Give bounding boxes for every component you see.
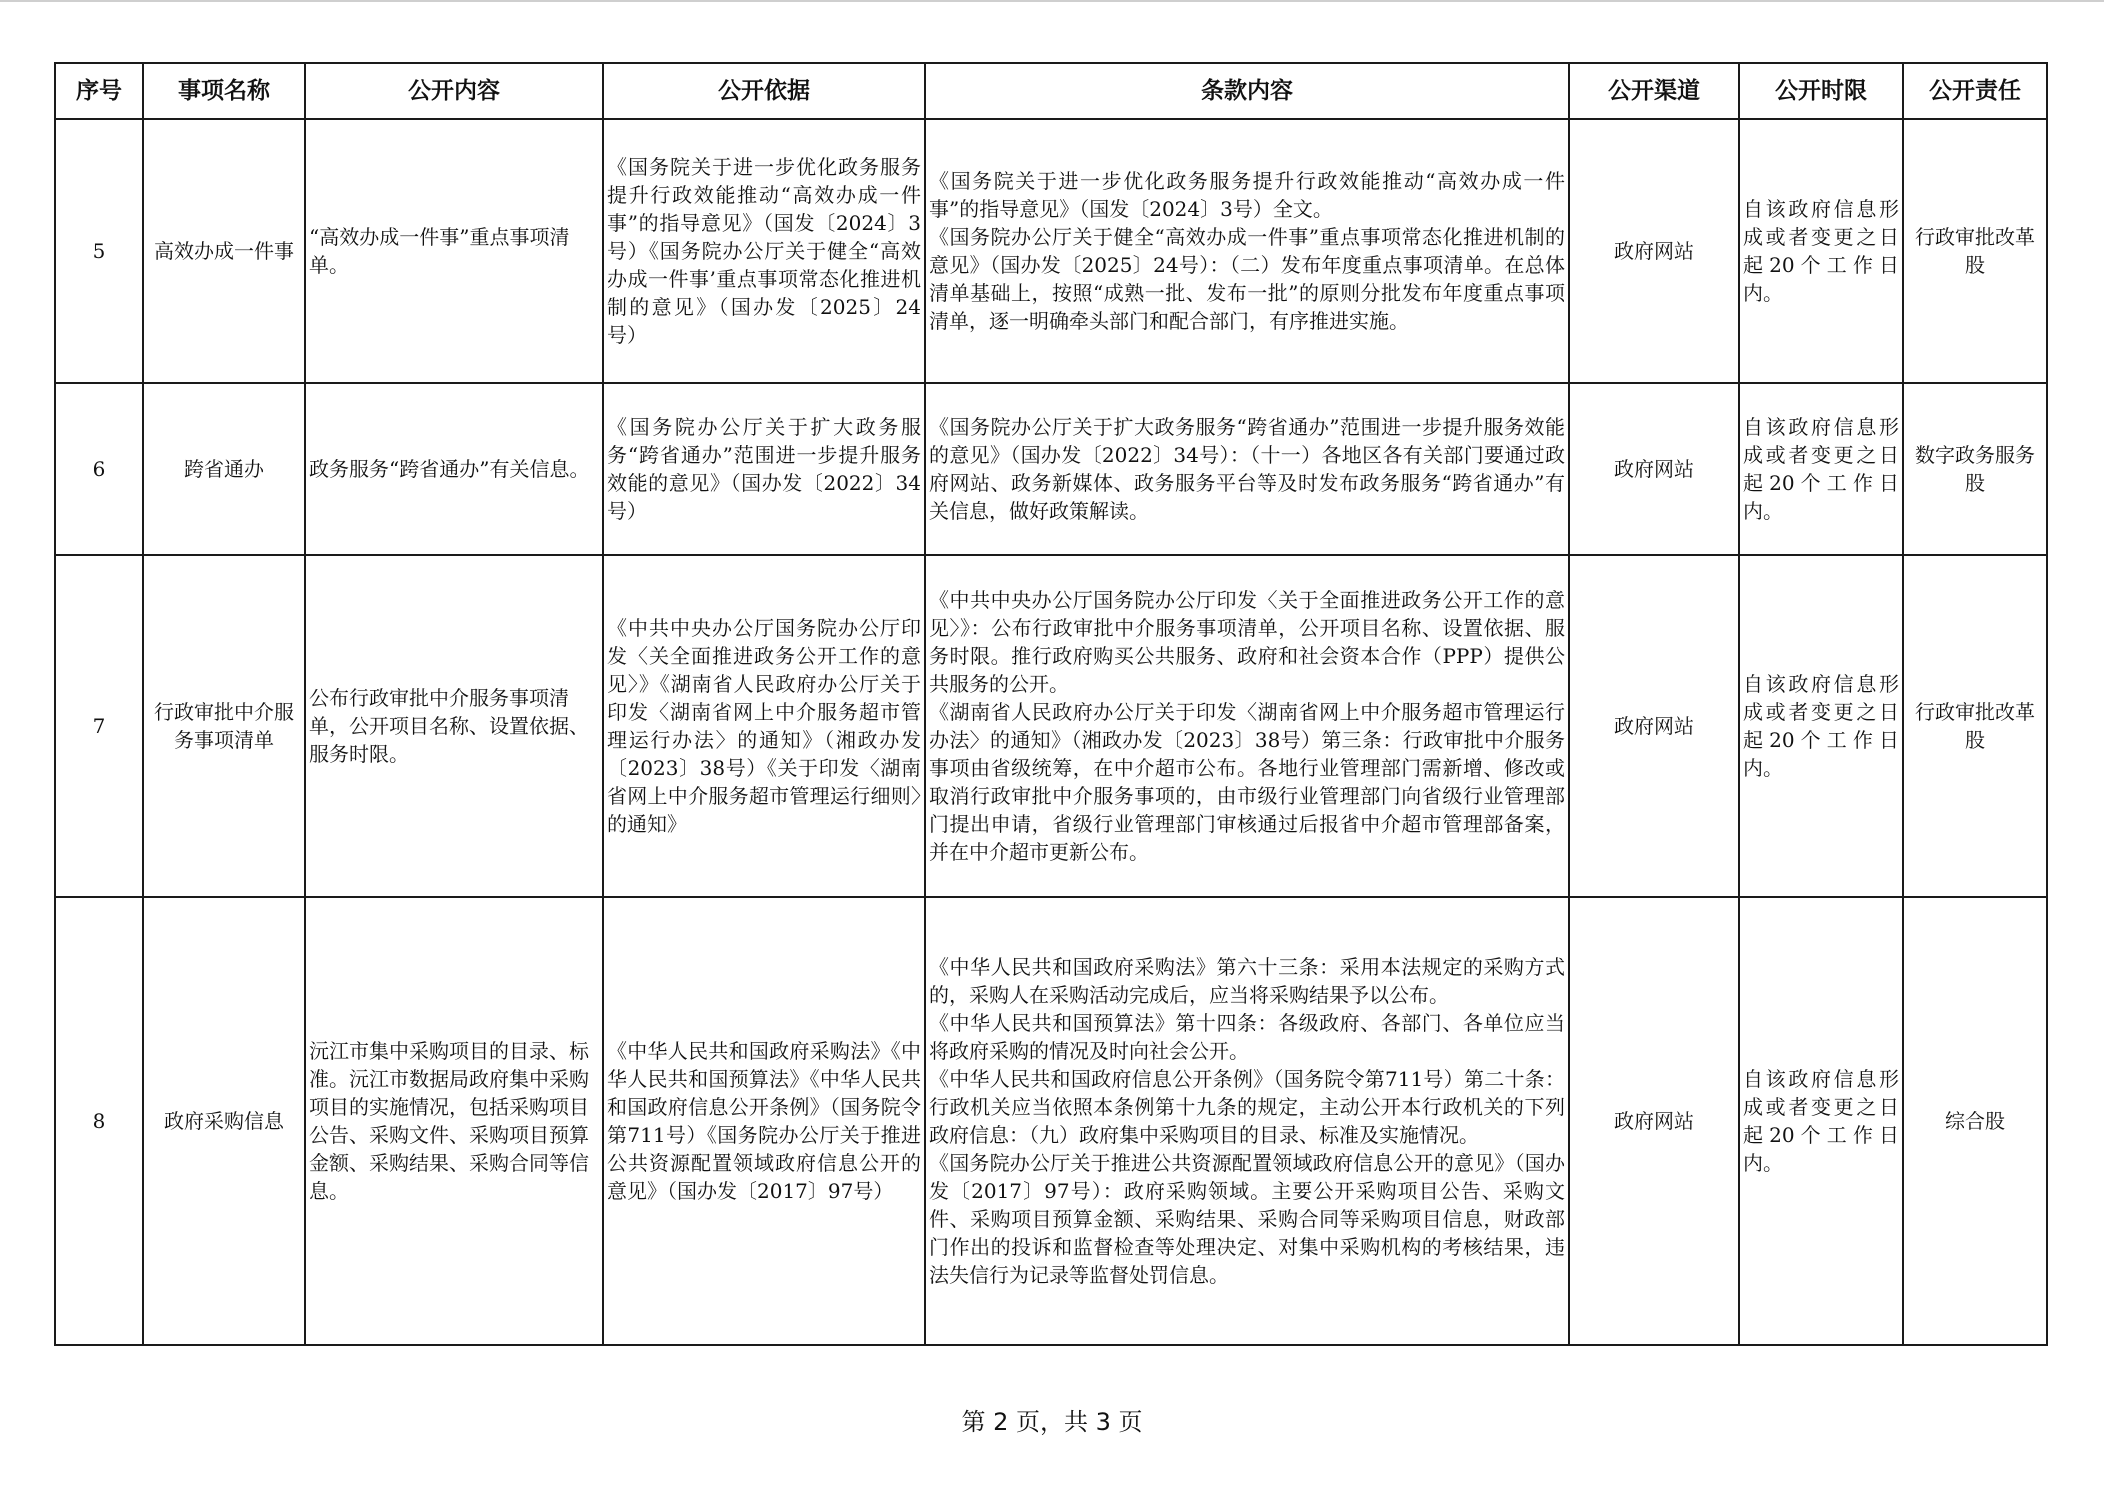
clause-paragraph: 《国务院关于进一步优化政务服务提升行政效能推动“高效办成一件事”的指导意见》（国发〔2024〕3号）全文。 [929,169,1565,221]
page-number: 第 2 页，共 3 页 [961,1408,1143,1436]
clause-paragraph: 《中华人民共和国预算法》第十四条：各级政府、各部门、各单位应当将政府采购的情况及时向社会公开。 [929,1011,1565,1063]
row-no: 8 [55,897,143,1345]
table-row [55,555,2047,897]
row-clauses [925,383,1569,555]
disclosure-table [54,62,2048,1346]
row-responsibility: 行政审批改革股 [1903,119,2047,383]
row-basis: 《中华人民共和国政府采购法》《中华人民共和国预算法》《中华人民共和国政府信息公开条例》（国务院令第711号）《国务院办公厅关于推进公共资源配置领域政府信息公开的意见》（国办发〔2017〕97号） [603,897,925,1345]
row-clauses [925,897,1569,1345]
row-channel: 政府网站 [1569,555,1739,897]
clause-paragraph: 《中华人民共和国政府信息公开条例》（国务院令第711号）第二十条：行政机关应当依照本条例第十九条的规定，主动公开本行政机关的下列政府信息：（九）政府集中采购项目的目录、标准及实施情况。 [929,1067,1565,1147]
header-no: 序号 [55,63,143,119]
header-name: 事项名称 [143,63,305,119]
clause-paragraph: 《中共中央办公厅国务院办公厅印发〈关于全面推进政务公开工作的意见〉》：公布行政审批中介服务事项清单，公开项目名称、设置依据、服务时限。推行政府购买公共服务、政府和社会资本合作（PPP）提供公共服务的公开。 [929,588,1565,696]
row-name: 高效办成一件事 [143,119,305,383]
header-basis: 公开依据 [603,63,925,119]
header-row [55,63,2047,119]
row-basis: 《国务院关于进一步优化政务服务提升行政效能推动“高效办成一件事”的指导意见》（国发〔2024〕3号）《国务院办公厅关于健全“高效办成一件事’重点事项常态化推进机制的意见》（国办发〔2025〕24号） [603,119,925,383]
header-channel: 公开渠道 [1569,63,1739,119]
row-time-limit: 自该政府信息形成或者变更之日起20个工作日内。 [1739,119,1903,383]
row-name: 政府采购信息 [143,897,305,1345]
row-channel: 政府网站 [1569,119,1739,383]
row-name: 行政审批中介服务事项清单 [143,555,305,897]
top-rule [0,0,2104,2]
row-content: 公布行政审批中介服务事项清单，公开项目名称、设置依据、服务时限。 [305,555,603,897]
row-no: 5 [55,119,143,383]
table-row [55,119,2047,383]
clause-paragraph: 《湖南省人民政府办公厅关于印发〈湖南省网上中介服务超市管理运行办法〉的通知》（湘政办发〔2023〕38号）第三条：行政审批中介服务事项由省级统筹，在中介超市公布。各地行业管理部门需新增、修改或取消行政审批中介服务事项的，由市级行业管理部门向省级行业管理部门提出申请，省级行业管理部门审核通过后报省中介超市管理部备案，并在中介超市更新公布。 [929,700,1565,864]
row-channel: 政府网站 [1569,383,1739,555]
row-content: 政务服务“跨省通办”有关信息。 [305,383,603,555]
row-clauses [925,555,1569,897]
row-responsibility: 综合股 [1903,897,2047,1345]
row-responsibility: 数字政务服务股 [1903,383,2047,555]
header-clauses: 条款内容 [925,63,1569,119]
clause-paragraph: 《国务院办公厅关于扩大政务服务“跨省通办”范围进一步提升服务效能的意见》（国办发〔2022〕34号）：（十一）各地区各有关部门要通过政府网站、政务新媒体、政务服务平台等及时发布政务服务“跨省通办”有关信息，做好政策解读。 [929,415,1565,523]
row-responsibility: 行政审批改革股 [1903,555,2047,897]
header-responsibility: 公开责任 [1903,63,2047,119]
row-time-limit: 自该政府信息形成或者变更之日起20个工作日内。 [1739,897,1903,1345]
row-time-limit: 自该政府信息形成或者变更之日起20个工作日内。 [1739,555,1903,897]
row-name: 跨省通办 [143,383,305,555]
row-content: “高效办成一件事”重点事项清单。 [305,119,603,383]
clause-paragraph: 《中华人民共和国政府采购法》第六十三条：采用本法规定的采购方式的，采购人在采购活动完成后，应当将采购结果予以公布。 [929,955,1565,1007]
header-time-limit: 公开时限 [1739,63,1903,119]
row-no: 6 [55,383,143,555]
row-basis: 《国务院办公厅关于扩大政务服务“跨省通办”范围进一步提升服务效能的意见》（国办发〔2022〕34号） [603,383,925,555]
row-no: 7 [55,555,143,897]
row-content: 沅江市集中采购项目的目录、标准。沅江市数据局政府集中采购项目的实施情况，包括采购项目公告、采购文件、采购项目预算金额、采购结果、采购合同等信息。 [305,897,603,1345]
clause-paragraph: 《国务院办公厅关于推进公共资源配置领域政府信息公开的意见》（国办发〔2017〕97号）：政府采购领域。主要公开采购项目公告、采购文件、采购项目预算金额、采购结果、采购合同等采购项目信息，财政部门作出的投诉和监督检查等处理决定、对集中采购机构的考核结果，违法失信行为记录等监督处罚信息。 [929,1151,1565,1287]
table-row [55,897,2047,1345]
table-row [55,383,2047,555]
row-basis: 《中共中央办公厅国务院办公厅印发〈关全面推进政务公开工作的意见〉》《湖南省人民政府办公厅关于印发〈湖南省网上中介服务超市管理运行办法〉的通知》（湘政办发〔2023〕38号）《关于印发〈湖南省网上中介服务超市管理运行细则〉的通知》 [603,555,925,897]
row-time-limit: 自该政府信息形成或者变更之日起20个工作日内。 [1739,383,1903,555]
clause-paragraph: 《国务院办公厅关于健全“高效办成一件事”重点事项常态化推进机制的意见》（国办发〔2025〕24号）：（二）发布年度重点事项清单。在总体清单基础上，按照“成熟一批、发布一批”的原则分批发布年度重点事项清单，逐一明确牵头部门和配合部门，有序推进实施。 [929,225,1565,333]
row-channel: 政府网站 [1569,897,1739,1345]
row-clauses [925,119,1569,383]
header-content: 公开内容 [305,63,603,119]
